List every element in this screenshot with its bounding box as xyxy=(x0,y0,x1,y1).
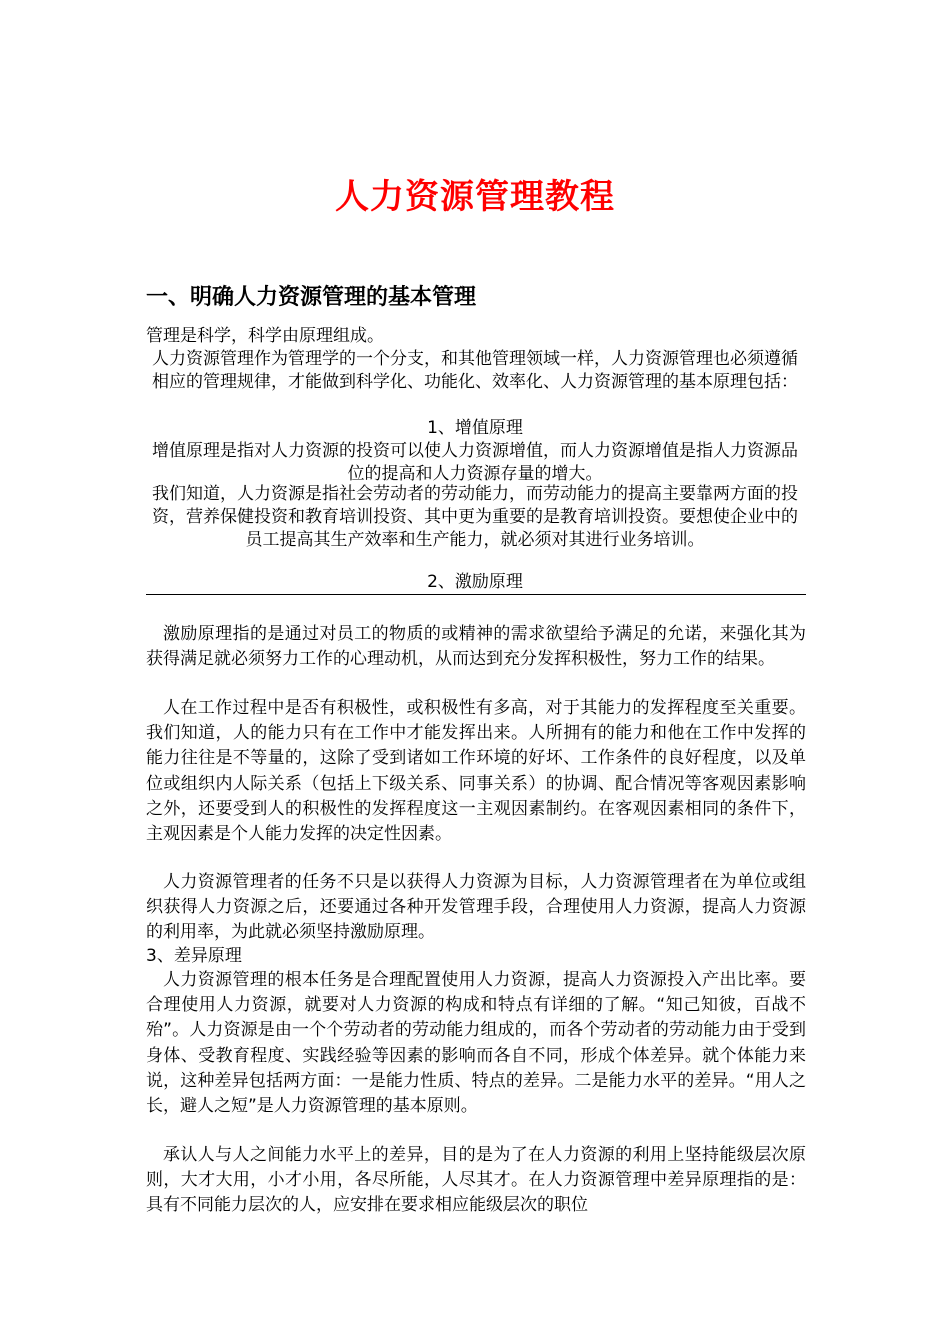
principle-1-heading: 1、增值原理 xyxy=(427,418,523,438)
document-title: 人力资源管理教程 xyxy=(335,177,615,217)
intro-line: 管理是科学，科学由原理组成。 xyxy=(146,326,384,346)
principle-3-paragraph-2: 承认人与人之间能力水平上的差异，目的是为了在人力资源的利用上坚持能级层次原则，大才大用，小才小用，各尽所能，人尽其才。在人力资源管理中差异原理指的是：具有不同能力层次的人，应安排在要求相应能级层次的职位 xyxy=(146,1145,806,1216)
principle-1-definition: 增值原理是指对人力资源的投资可以使人力资源增值，而人力资源增值是指人力资源品位的提高和人力资源存量的增大。 xyxy=(152,441,798,484)
principle-1-explanation: 我们知道，人力资源是指社会劳动者的劳动能力，而劳动能力的提高主要靠两方面的投资，营养保健投资和教育培训投资、其中更为重要的是教育培训投资。要想使企业中的员工提高其生产效率和生产能力，就必须对其进行业务培训。 xyxy=(152,484,798,550)
principle-3-heading: 3、差异原理 xyxy=(146,946,242,966)
principle-2-heading: 2、激励原理 xyxy=(427,572,523,592)
principle-2-paragraph-2: 人在工作过程中是否有积极性，或积极性有多高，对于其能力的发挥程度至关重要。我们知道，人的能力只有在工作中才能发挥出来。人所拥有的能力和他在工作中发挥的能力往往是不等量的，这除了受到诸如工作环境的好坏、工作条件的良好程度，以及单位或组织内人际关系（包括上下级关系、同事关系）的协调、配合情况等客观因素影响之外，还要受到人的积极性的发挥程度这一主观因素制约。在客观因素相同的条件下，主观因素是个人能力发挥的决定性因素。 xyxy=(146,698,806,845)
horizontal-divider xyxy=(146,594,806,595)
section-heading: 一、明确人力资源管理的基本管理 xyxy=(146,285,477,310)
overview-paragraph: 人力资源管理作为管理学的一个分支，和其他管理领域一样，人力资源管理也必须遵循相应的管理规律，才能做到科学化、功能化、效率化、人力资源管理的基本原理包括： xyxy=(152,349,798,392)
principle-2-paragraph-1: 激励原理指的是通过对员工的物质的或精神的需求欲望给予满足的允诺，来强化其为获得满足就必须努力工作的心理动机，从而达到充分发挥积极性，努力工作的结果。 xyxy=(146,624,806,670)
principle-2-paragraph-3: 人力资源管理者的任务不只是以获得人力资源为目标，人力资源管理者在为单位或组织获得人力资源之后，还要通过各种开发管理手段，合理使用人力资源，提高人力资源的利用率，为此就必须坚持激励原理。 xyxy=(146,872,806,943)
principle-3-paragraph-1: 人力资源管理的根本任务是合理配置使用人力资源，提高人力资源投入产出比率。要合理使用人力资源，就要对人力资源的构成和特点有详细的了解。“知己知彼，百战不殆”。人力资源是由一个个劳动者的劳动能力组成的，而各个劳动者的劳动能力由于受到身体、受教育程度、实践经验等因素的影响而各自不同，形成个体差异。就个体能力来说，这种差异包括两方面：一是能力性质、特点的差异。二是能力水平的差异。“用人之长，避人之短”是人力资源管理的基本原则。 xyxy=(146,970,806,1117)
